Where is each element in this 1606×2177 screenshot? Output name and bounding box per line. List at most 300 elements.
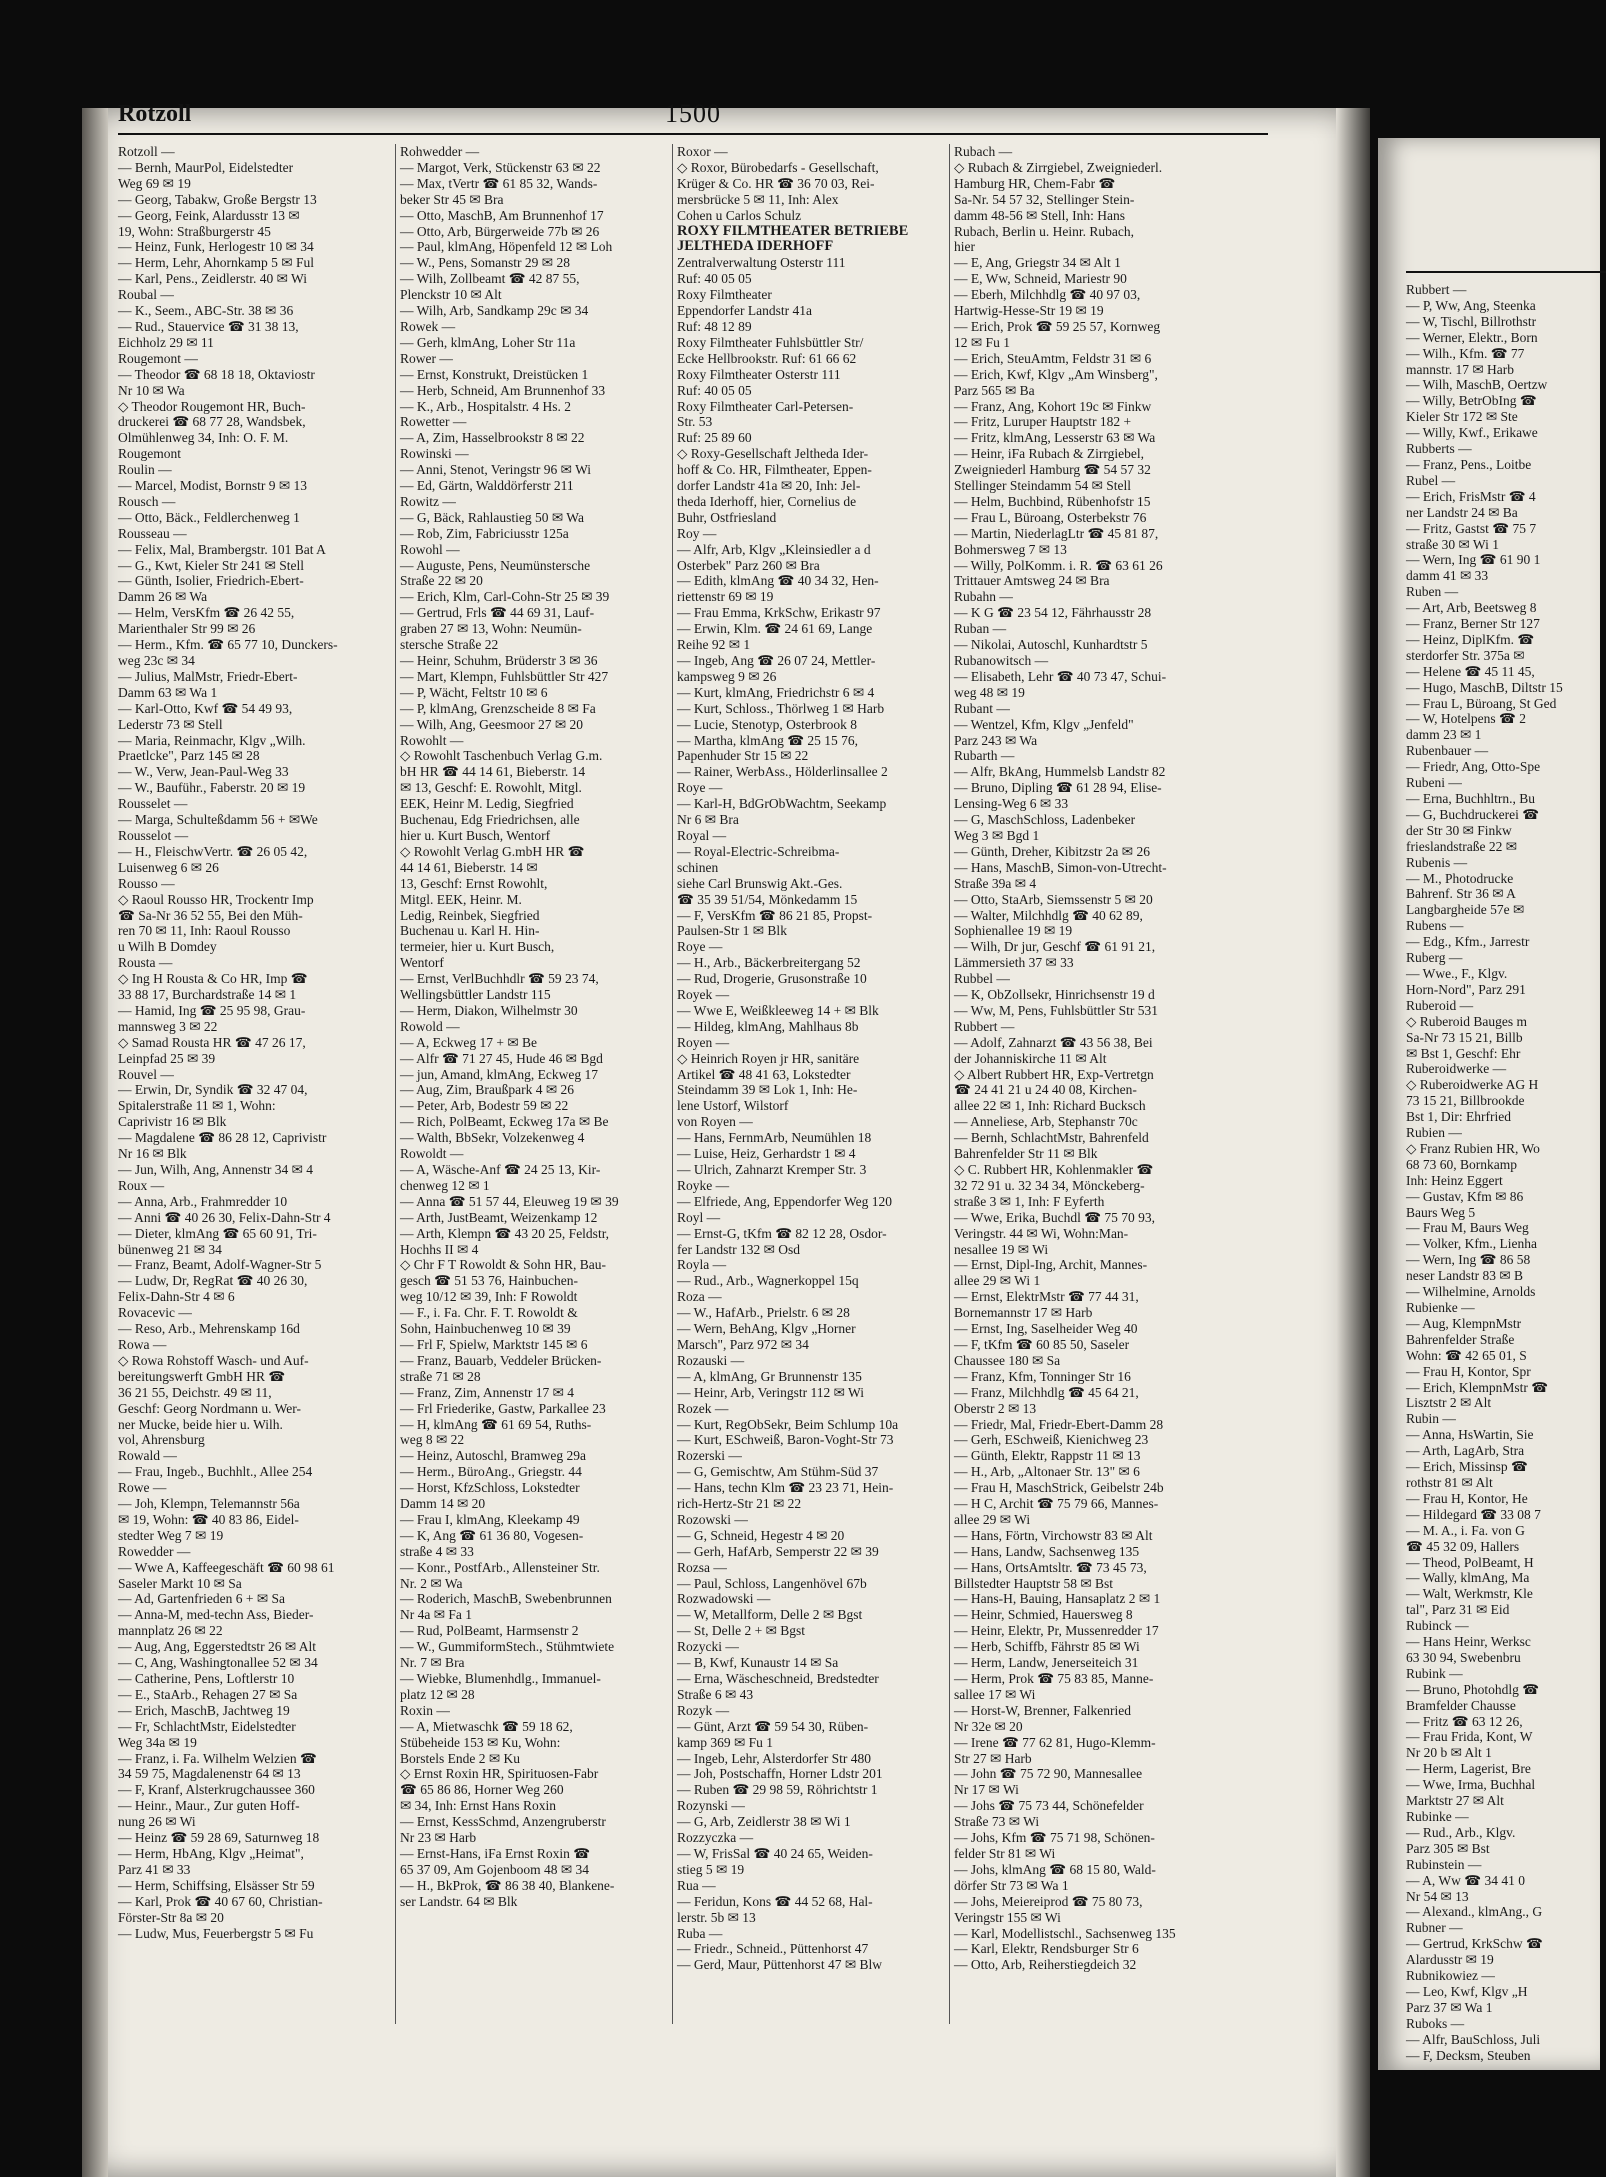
directory-entry: 63 30 94, Swebenbru xyxy=(1406,1649,1521,1665)
directory-entry: — Günth, Isolier, Friedrich-Ebert- xyxy=(118,573,304,589)
directory-entry: kampsweg 9 ✉ 26 xyxy=(677,668,777,684)
directory-entry: — H, klmAng ☎ 61 69 54, Ruths- xyxy=(400,1416,592,1432)
directory-entry: Geschf: Georg Nordmann u. Wer- xyxy=(118,1400,301,1416)
directory-entry: Parz 243 ✉ Wa xyxy=(954,732,1038,748)
directory-entry: Kieler Str 172 ✉ Ste xyxy=(1406,409,1518,425)
surname-heading: Rozynski — xyxy=(677,1798,745,1814)
directory-entry: Inh: Heinz Eggert xyxy=(1406,1172,1503,1188)
directory-entry: Lederstr 73 ✉ Stell xyxy=(118,716,223,732)
next-page-column xyxy=(1406,282,1606,2063)
directory-entry: Buhr, Ostfriesland xyxy=(677,509,777,525)
directory-entry: — Helene ☎ 45 11 45, xyxy=(1406,663,1535,679)
surname-heading: Rousselot — xyxy=(118,827,189,843)
surname-heading: Ruba — xyxy=(677,1925,723,1941)
directory-entry: — Reso, Arb., Mehrenskamp 16d xyxy=(118,1321,300,1337)
directory-entry: Artikel ☎ 48 41 63, Lokstedter xyxy=(677,1066,851,1082)
directory-entry: — K, Ang ☎ 61 36 80, Vogesen- xyxy=(400,1527,584,1543)
surname-heading: Rousta — xyxy=(118,955,173,971)
surname-heading: Ruban — xyxy=(954,621,1007,637)
directory-entry: chenweg 12 ✉ 1 xyxy=(400,1177,490,1193)
surname-heading: Rozauski — xyxy=(677,1352,745,1368)
directory-entry: ren 70 ✉ 11, Inh: Raoul Rousso xyxy=(118,923,291,939)
directory-entry: Leinpfad 25 ✉ 39 xyxy=(118,1050,216,1066)
directory-entry: Rubach, Berlin u. Heinr. Rubach, xyxy=(954,223,1134,239)
directory-entry: — Gerh, HafArb, Semperstr 22 ✉ 39 xyxy=(677,1543,879,1559)
directory-entry: — Ernst, Dipl-Ing, Archit, Mannes- xyxy=(954,1257,1148,1273)
directory-entry: ◇ Franz Rubien HR, Wo xyxy=(1406,1140,1540,1156)
directory-entry: frieslandstraße 22 ✉ xyxy=(1406,838,1518,854)
surname-heading: Rua — xyxy=(677,1877,716,1893)
directory-entry: — F, Kranf, Alsterkrugchaussee 360 xyxy=(118,1782,315,1798)
directory-entry: — M., Photodrucke xyxy=(1406,870,1514,886)
directory-entry: — Anna, Arb., Frahmredder 10 xyxy=(118,1193,288,1209)
directory-entry: — Wern, Ing ☎ 61 90 1 xyxy=(1406,552,1541,568)
directory-entry: — Paul, klmAng, Höpenfeld 12 ✉ Loh xyxy=(400,239,613,255)
directory-entry: ✉ 19, Wohn: ☎ 40 83 86, Eidel- xyxy=(118,1511,299,1527)
directory-entry: — Ad, Gartenfrieden 6 + ✉ Sa xyxy=(118,1591,286,1607)
directory-entry: ☎ 65 86 86, Horner Weg 260 xyxy=(400,1782,564,1798)
directory-entry: — Magdalene ☎ 86 28 12, Caprivistr xyxy=(118,1130,327,1146)
directory-entry: — Walter, Milchhdlg ☎ 40 62 89, xyxy=(954,907,1143,923)
directory-entry: — Rud., Stauervice ☎ 31 38 13, xyxy=(118,318,299,334)
directory-entry: — Hildeg, klmAng, Mahlhaus 8b xyxy=(677,1018,859,1034)
directory-entry: — Arth, LagArb, Stra xyxy=(1406,1443,1525,1459)
running-head: Rotzoll xyxy=(118,101,192,127)
directory-entry: — Luise, Heiz, Gerhardstr 1 ✉ 4 xyxy=(677,1146,856,1162)
directory-entry: allee 29 ✉ Wi 1 xyxy=(954,1273,1041,1289)
directory-entry: — Herm, HbAng, Klgv „Heimat", xyxy=(118,1845,304,1861)
directory-entry: rich-Hertz-Str 21 ✉ 22 xyxy=(677,1496,802,1512)
directory-entry: — Frau M, Baurs Weg xyxy=(1406,1220,1529,1236)
directory-entry: ner Landstr 24 ✉ Ba xyxy=(1406,504,1518,520)
directory-entry: 65 37 09, Am Gojenboom 48 ✉ 34 xyxy=(400,1861,590,1877)
directory-entry: — Anna-M, med-techn Ass, Bieder- xyxy=(118,1607,314,1623)
directory-entry: — Hans, MaschB, Simon-von-Utrecht- xyxy=(954,859,1167,875)
directory-entry: — W., Bauführ., Faberstr. 20 ✉ 19 xyxy=(118,780,306,796)
directory-entry: Bahrenf. Str 36 ✉ A xyxy=(1406,886,1516,902)
directory-entry: platz 12 ✉ 28 xyxy=(400,1686,475,1702)
directory-entry: druckerei ☎ 68 77 28, Wandsbek, xyxy=(118,414,306,430)
directory-entry: Wentorf xyxy=(400,955,444,971)
directory-entry: — Johs ☎ 75 73 44, Schönefelder xyxy=(954,1798,1144,1814)
directory-entry: Nr 54 ✉ 13 xyxy=(1406,1888,1469,1904)
directory-entry: — Wwe., F., Klgv. xyxy=(1406,965,1508,981)
directory-entry: — A, Ww ☎ 34 41 0 xyxy=(1406,1872,1525,1888)
directory-entry: — H., FleischwVertr. ☎ 26 05 42, xyxy=(118,843,308,859)
directory-entry: — Rud, Drogerie, Grusonstraße 10 xyxy=(677,971,867,987)
directory-entry: ☎ Sa-Nr 36 52 55, Bei den Müh- xyxy=(118,907,303,923)
directory-entry: Luisenweg 6 ✉ 26 xyxy=(118,859,219,875)
directory-entry: hier xyxy=(954,239,975,255)
directory-entry: ◇ Ing H Rousta & Co HR, Imp ☎ xyxy=(118,971,308,987)
directory-entry: — Herm, Lagerist, Bre xyxy=(1406,1761,1531,1777)
directory-entry: — G, Bäck, Rahlaustieg 50 ✉ Wa xyxy=(400,509,584,525)
directory-entry: Roxy Filmtheater Osterstr 111 xyxy=(677,366,841,382)
directory-entry: — Arth, Klempn ☎ 43 20 25, Feldstr, xyxy=(400,1225,610,1241)
directory-entry: Felix-Dahn-Str 4 ✉ 6 xyxy=(118,1289,235,1305)
surname-heading: Rubnikowiez — xyxy=(1406,1968,1495,1984)
directory-entry: — Bernh, SchlachtMstr, Bahrenfeld xyxy=(954,1130,1149,1146)
directory-entry: Paulsen-Str 1 ✉ Blk xyxy=(677,923,787,939)
directory-entry: — Lucie, Stenotyp, Osterbrook 8 xyxy=(677,716,857,732)
directory-entry: theda Iderhoff, hier, Cornelius de xyxy=(677,493,857,509)
directory-entry: — Ulrich, Zahnarzt Kremper Str. 3 xyxy=(677,1162,867,1177)
directory-entry: — Gertrud, Frls ☎ 44 69 31, Lauf- xyxy=(400,605,595,621)
directory-entry: stersche Straße 22 xyxy=(400,637,499,653)
directory-entry: — Herm, Lehr, Ahornkamp 5 ✉ Ful xyxy=(118,255,314,271)
directory-entry: — Erich, FrisMstr ☎ 4 xyxy=(1406,488,1536,504)
directory-entry: — Friedr, Mal, Friedr-Ebert-Damm 28 xyxy=(954,1416,1164,1432)
directory-entry: ☎ 24 41 21 u 24 40 08, Kirchen- xyxy=(954,1082,1137,1098)
directory-entry: der Johanniskirche 11 ✉ Alt xyxy=(954,1050,1107,1066)
directory-entry: — Karl, Modellistschl., Sachsenweg 135 xyxy=(954,1925,1176,1941)
directory-entry: — Martin, NiederlagLtr ☎ 45 81 87, xyxy=(954,525,1159,541)
right-page-edge xyxy=(1378,138,1600,2070)
directory-entry: gesch ☎ 51 53 76, Hainbuchen- xyxy=(400,1273,579,1289)
directory-entry: Zentralverwaltung Osterstr 111 xyxy=(677,255,846,271)
directory-entry: Ecke Hellbrookstr. Ruf: 61 66 62 xyxy=(677,350,857,366)
advert-heading: ROXY FILMTHEATER BETRIEBE xyxy=(677,222,909,239)
surname-heading: Ruboks — xyxy=(1406,2015,1465,2031)
directory-entry: — Royal-Electric-Schreibma- xyxy=(677,843,840,859)
directory-entry: — Paul, Schloss, Langenhövel 67b xyxy=(677,1575,867,1591)
directory-entry: felder Str 81 ✉ Wi xyxy=(954,1845,1056,1861)
directory-entry: ◇ Rowa Rohstoff Wasch- und Auf- xyxy=(118,1352,309,1368)
surname-heading: Roulin — xyxy=(118,462,172,478)
directory-entry: Str 27 ✉ Harb xyxy=(954,1750,1032,1766)
directory-entry: — W, Hotelpens ☎ 2 xyxy=(1406,711,1526,727)
next-page-header-rule xyxy=(1406,235,1606,273)
surname-heading: Rowohlt — xyxy=(400,732,464,748)
directory-entry: — Wern, Ing ☎ 86 58 xyxy=(1406,1252,1531,1268)
directory-entry: — Kurt, ESchweiß, Baron-Voght-Str 73 xyxy=(677,1432,894,1448)
directory-entry: — Fr, SchlachtMstr, Eidelstedter xyxy=(118,1718,296,1734)
directory-entry: — Ww, M, Pens, Fuhlsbüttler Str 531 xyxy=(954,1002,1159,1018)
directory-entry: — Hans-H, Bauing, Hansaplatz 2 ✉ 1 xyxy=(954,1591,1161,1607)
directory-entry: Bramfelder Chausse xyxy=(1406,1697,1516,1713)
directory-entry: — Kurt, RegObSekr, Beim Schlump 10a xyxy=(677,1416,899,1432)
directory-entry: Marienthaler Str 99 ✉ 26 xyxy=(118,621,256,637)
surname-heading: Rubner — xyxy=(1406,1920,1463,1936)
directory-entry: — G, Buchdruckerei ☎ xyxy=(1406,806,1540,822)
surname-heading: Rubink — xyxy=(1406,1665,1463,1681)
directory-entry: — Walt, Werkmstr, Kle xyxy=(1406,1586,1533,1602)
directory-entry: Parz 37 ✉ Wa 1 xyxy=(1406,1999,1493,2015)
directory-entry: — Willy, PolKomm. i. R. ☎ 63 61 26 xyxy=(954,557,1163,573)
directory-entry: Nr 20 b ✉ Alt 1 xyxy=(1406,1745,1492,1761)
directory-entry: graben 27 ✉ 13, Wohn: Neumün- xyxy=(400,621,582,637)
directory-entry: — Felix, Mal, Brambergstr. 101 Bat A xyxy=(118,541,326,557)
directory-entry: Nr. 2 ✉ Wa xyxy=(400,1575,463,1591)
directory-entry: — Hamid, Ing ☎ 25 95 98, Grau- xyxy=(118,1002,306,1018)
directory-entry: — Aug, KlempnMstr xyxy=(1406,1315,1522,1331)
directory-entry: ◇ Rowohlt Verlag G.mbH HR ☎ xyxy=(400,843,585,859)
directory-entry: — Nikolai, Autoschl, Kunhardtstr 5 xyxy=(954,637,1148,653)
directory-entry: Trittauer Amtsweg 24 ✉ Bra xyxy=(954,573,1110,589)
directory-entry: lene Ustorf, Wilstorf xyxy=(677,1098,789,1114)
directory-entry: Langbargheide 57e ✉ xyxy=(1406,902,1525,918)
directory-entry: — G, Gemischtw, Am Stühm-Süd 37 xyxy=(677,1464,879,1480)
surname-heading: Rower — xyxy=(400,350,453,366)
surname-heading: Rubberts — xyxy=(1406,441,1472,457)
directory-entry: — Gertrud, KrkSchw ☎ xyxy=(1406,1936,1543,1952)
directory-entry: Plenckstr 10 ✉ Alt xyxy=(400,287,502,303)
surname-heading: Rowold — xyxy=(400,1018,460,1034)
directory-entry: — Catherine, Pens, Loftlerstr 10 xyxy=(118,1671,295,1686)
directory-entry: — G, Arb, Zeidlerstr 38 ✉ Wi 1 xyxy=(677,1814,851,1830)
directory-entry: lerstr. 5b ✉ 13 xyxy=(677,1909,756,1925)
directory-entry: — Heinz, DiplKfm. ☎ xyxy=(1406,631,1535,647)
directory-entry: — Heinr., Maur., Zur guten Hoff- xyxy=(118,1798,300,1814)
surname-heading: Rozycki — xyxy=(677,1639,739,1655)
directory-entry: — Margot, Verk, Stückenstr 63 ✉ 22 xyxy=(400,159,601,175)
directory-entry: Reihe 92 ✉ 1 xyxy=(677,637,751,653)
directory-entry: 34 59 75, Magdalenenstr 64 ✉ 13 xyxy=(118,1766,301,1782)
directory-entry: Alardusstr ✉ 19 xyxy=(1406,1952,1494,1968)
page-number: 1500 xyxy=(665,99,721,128)
directory-entry: Roxy Filmtheater xyxy=(677,287,772,303)
surname-heading: Rubbel — xyxy=(954,971,1010,987)
directory-entry: Nr 17 ✉ Wi xyxy=(954,1782,1019,1798)
directory-entry: — Frau H, MaschStrick, Geibelstr 24b xyxy=(954,1480,1164,1496)
directory-entry: — Ernst, Konstrukt, Dreistücken 1 xyxy=(400,366,589,382)
directory-entry: — Franz, Beamt, Adolf-Wagner-Str 5 xyxy=(118,1257,322,1273)
directory-entry: — Wentzel, Kfm, Klgv „Jenfeld" xyxy=(954,716,1134,732)
directory-entry: — Ernst, KessSchmd, Anzengruberstr xyxy=(400,1814,606,1830)
directory-entry: Caprivistr 16 ✉ Blk xyxy=(118,1114,227,1130)
directory-entry: — W., HafArb., Prielstr. 6 ✉ 28 xyxy=(677,1305,850,1321)
directory-entry: Straße 39a ✉ 4 xyxy=(954,875,1037,891)
directory-entry: — Otto, Arb, Bürgerweide 77b ✉ 26 xyxy=(400,223,600,239)
surname-heading: Ruben — xyxy=(1406,584,1459,600)
directory-entry: — Frau I, klmAng, Kleekamp 49 xyxy=(400,1511,580,1527)
directory-entry: nung 26 ✉ Wi xyxy=(118,1814,196,1830)
directory-entry: — Alfr ☎ 71 27 45, Hude 46 ✉ Bgd xyxy=(400,1050,603,1066)
surname-heading: Rouvel — xyxy=(118,1066,174,1082)
directory-entry: — Rainer, WerbAss., Hölderlinsallee 2 xyxy=(677,764,888,780)
directory-entry: — Horst, KfzSchloss, Lokstedter xyxy=(400,1480,580,1496)
directory-entry: 32 72 91 u. 32 34 34, Mönckeberg- xyxy=(954,1177,1145,1193)
surname-heading: Rowa — xyxy=(118,1336,167,1352)
surname-heading: Rubien — xyxy=(1406,1125,1462,1141)
surname-heading: Rozek — xyxy=(677,1400,729,1416)
directory-entry: — W., Verw, Jean-Paul-Weg 33 xyxy=(118,764,289,780)
directory-entry: — Wwe A, Kaffeegeschäft ☎ 60 98 61 xyxy=(118,1559,335,1575)
surname-heading: Rowedder — xyxy=(118,1543,191,1559)
directory-entry: — P, Ww, Ang, Steenka xyxy=(1406,297,1536,313)
directory-entry: kamp 369 ✉ Fu 1 xyxy=(677,1734,774,1750)
directory-entry: Buchenau u. Karl H. Hin- xyxy=(400,923,540,939)
directory-entry: allee 22 ✉ 1, Inh: Richard Bucksch xyxy=(954,1098,1146,1114)
surname-heading: Roza — xyxy=(677,1289,722,1305)
directory-entry: ◇ Ruberoid Bauges m xyxy=(1406,1013,1527,1029)
surname-heading: Royen — xyxy=(677,1034,730,1050)
directory-entry: — Wwe E, Weißkleeweg 14 + ✉ Blk xyxy=(677,1002,879,1018)
surname-heading: Ruberoid — xyxy=(1406,997,1474,1013)
directory-entry: ◇ Roxy-Gesellschaft Jeltheda Ider- xyxy=(677,446,869,462)
directory-entry: — Auguste, Pens, Neumünstersche xyxy=(400,557,591,573)
directory-entry: — Max, tVertr ☎ 61 85 32, Wands- xyxy=(400,175,598,191)
directory-entry: — Irene ☎ 77 62 81, Hugo-Klemm- xyxy=(954,1734,1156,1750)
directory-entry: — Fritz, Luruper Hauptstr 182 + xyxy=(954,414,1132,430)
directory-entry: — K G ☎ 23 54 12, Fährhausstr 28 xyxy=(954,605,1152,621)
directory-entry: Spitalerstraße 11 ✉ 1, Wohn: xyxy=(118,1098,276,1114)
directory-entry: — Frl F, Spielw, Marktstr 145 ✉ 6 xyxy=(400,1336,588,1352)
directory-entry: — A, Mietwaschk ☎ 59 18 62, xyxy=(400,1718,573,1734)
directory-entry: ◇ Albert Rubbert HR, Exp-Vertretgn xyxy=(954,1066,1154,1082)
surname-heading: Rougemont — xyxy=(118,350,198,366)
directory-entry: ◇ Samad Rousta HR ☎ 47 26 17, xyxy=(118,1034,306,1050)
directory-entry: Osterbek" Parz 260 ✉ Bra xyxy=(677,557,820,573)
directory-entry: — K, ObZollsekr, Hinrichsenstr 19 d xyxy=(954,987,1155,1003)
directory-entry: — Aug, Ang, Eggerstedtstr 26 ✉ Alt xyxy=(118,1639,317,1655)
directory-entry: — A, klmAng, Gr Brunnenstr 135 xyxy=(677,1368,862,1384)
directory-entry: — F, VersKfm ☎ 86 21 85, Propst- xyxy=(677,907,873,923)
directory-entry: straße 30 ✉ Wi 1 xyxy=(1406,536,1500,552)
surname-heading: Rowoldt — xyxy=(400,1146,464,1162)
surname-heading: Rozowski — xyxy=(677,1511,748,1527)
surname-heading: Roxin — xyxy=(400,1702,450,1718)
directory-entry: — Ernst, Ing, Saselheider Weg 40 xyxy=(954,1321,1138,1337)
directory-entry: beker Str 45 ✉ Bra xyxy=(400,191,504,207)
directory-entry: Straße 22 ✉ 20 xyxy=(400,573,483,589)
directory-entry: — Frl Friederike, Gastw, Parkallee 23 xyxy=(400,1400,606,1416)
directory-entry: — Herb, Schneid, Am Brunnenhof 33 xyxy=(400,382,606,398)
directory-entry: — M. A., i. Fa. von G xyxy=(1406,1522,1525,1538)
directory-entry: — K., Seem., ABC-Str. 38 ✉ 36 xyxy=(118,303,294,319)
directory-entry: — Ernst, ElektrMstr ☎ 77 44 31, xyxy=(954,1289,1139,1305)
directory-entry: — Franz, Zim, Annenstr 17 ✉ 4 xyxy=(400,1384,575,1400)
directory-entry: Bornemannstr 17 ✉ Harb xyxy=(954,1305,1093,1321)
directory-entry: — Ludw, Dr, RegRat ☎ 40 26 30, xyxy=(118,1273,308,1289)
directory-entry: — Aug, Zim, Braußpark 4 ✉ 26 xyxy=(400,1082,575,1098)
directory-entry: ✉ Bst 1, Geschf: Ehr xyxy=(1406,1045,1521,1061)
surname-heading: Rubienke — xyxy=(1406,1300,1475,1315)
directory-entry: — Anneliese, Arb, Stephanstr 70c xyxy=(954,1114,1138,1130)
page-gutter-shade xyxy=(82,108,108,2177)
directory-entry: — Ed, Gärtn, Walddörferstr 211 xyxy=(400,478,574,494)
directory-entry: — Anni ☎ 40 26 30, Felix-Dahn-Str 4 xyxy=(118,1209,331,1225)
directory-entry: mannstr. 17 ✉ Harb xyxy=(1406,361,1515,377)
directory-entry: 12 ✉ Fu 1 xyxy=(954,334,1010,350)
directory-entry: — Bruno, Photohdlg ☎ xyxy=(1406,1681,1540,1697)
directory-entry: — E, Ang, Griegstr 34 ✉ Alt 1 xyxy=(954,255,1121,271)
directory-entry: — A, Eckweg 17 + ✉ Be xyxy=(400,1034,538,1050)
directory-entry: — Fritz, klmAng, Lesserstr 63 ✉ Wa xyxy=(954,430,1156,446)
directory-entry: straße 4 ✉ 33 xyxy=(400,1543,474,1559)
directory-entry: — Gerh, ESchweiß, Kienichweg 23 xyxy=(954,1432,1149,1448)
directory-entry: — Hans, OrtsAmtsltr. ☎ 73 45 73, xyxy=(954,1559,1147,1575)
directory-entry: — Herm., BüroAng., Griegstr. 44 xyxy=(400,1464,582,1480)
directory-entry: — Eberh, Milchhdlg ☎ 40 97 03, xyxy=(954,287,1141,303)
surname-heading: Rousseau — xyxy=(118,525,187,541)
directory-entry: — P, Wächt, Feltstr 10 ✉ 6 xyxy=(400,684,548,700)
directory-entry: Sophienallee 19 ✉ 19 xyxy=(954,923,1073,939)
directory-entry: — Julius, MalMstr, Friedr-Ebert- xyxy=(118,668,298,684)
directory-entry: damm 23 ✉ 1 xyxy=(1406,727,1482,743)
directory-entry: Rougemont xyxy=(118,446,181,462)
directory-entry: — Wilh, Zollbeamt ☎ 42 87 55, xyxy=(400,271,580,287)
surname-heading: Rubeni — xyxy=(1406,775,1462,791)
directory-entry: — Marcel, Modist, Bornstr 9 ✉ 13 xyxy=(118,478,308,494)
directory-entry: Wohn: ☎ 42 65 01, S xyxy=(1406,1347,1527,1363)
directory-entry: — F, tKfm ☎ 60 85 50, Saseler xyxy=(954,1336,1130,1352)
surname-heading: Royek — xyxy=(677,987,730,1003)
directory-entry: — Herb, Schiffb, Fährstr 85 ✉ Wi xyxy=(954,1639,1140,1655)
directory-entry: — John ☎ 75 72 90, Mannesallee xyxy=(954,1766,1143,1782)
directory-entry: — Wiebke, Blumenhdlg., Immanuel- xyxy=(400,1671,601,1686)
directory-entry: — Herm, Landw, Jenerseiteich 31 xyxy=(954,1655,1139,1671)
directory-entry: Hartwig-Hesse-Str 19 ✉ 19 xyxy=(954,303,1104,319)
directory-entry: Nr 6 ✉ Bra xyxy=(677,812,739,828)
directory-entry: — Wwe, Irma, Buchhal xyxy=(1406,1777,1536,1793)
directory-entry: — Otto, StaArb, Siemssenstr 5 ✉ 20 xyxy=(954,891,1153,907)
directory-entry: Damm 26 ✉ Wa xyxy=(118,589,208,605)
directory-entry: ◇ Chr F T Rowoldt & Sohn HR, Bau- xyxy=(400,1257,607,1273)
directory-entry: — Ingeb, Ang ☎ 26 07 24, Mettler- xyxy=(677,653,876,668)
directory-entry: — B, Kwf, Kunaustr 14 ✉ Sa xyxy=(677,1655,839,1671)
directory-entry: — Karl, Prok ☎ 40 67 60, Christian- xyxy=(118,1893,323,1909)
directory-entry: — Fritz ☎ 63 12 26, xyxy=(1406,1713,1523,1729)
directory-column-4 xyxy=(949,144,1222,2024)
directory-entry: — Arth, JustBeamt, Weizenkamp 12 xyxy=(400,1209,598,1225)
directory-entry: riettenstr 69 ✉ 19 xyxy=(677,589,774,605)
directory-entry: Damm 14 ✉ 20 xyxy=(400,1496,486,1512)
directory-entry: fer Landstr 132 ✉ Osd xyxy=(677,1241,801,1257)
directory-entry: Lisztstr 2 ✉ Alt xyxy=(1406,1395,1492,1411)
directory-entry: Nr 23 ✉ Harb xyxy=(400,1830,477,1846)
directory-entry: Eppendorfer Landstr 41a xyxy=(677,303,812,319)
directory-column-2 xyxy=(395,144,668,2024)
directory-entry: Nr 4a ✉ Fa 1 xyxy=(400,1607,473,1623)
surname-heading: Ruberg — xyxy=(1406,950,1463,966)
directory-entry: — P, klmAng, Grenzscheide 8 ✉ Fa xyxy=(400,700,596,716)
directory-entry: — Anna ☎ 51 57 44, Eleuweg 19 ✉ 39 xyxy=(400,1193,619,1209)
directory-entry: Billstedter Hauptstr 58 ✉ Bst xyxy=(954,1575,1114,1591)
directory-entry: — Georg, Feink, Alardusstr 13 ✉ xyxy=(118,207,300,223)
surname-heading: Rowek — xyxy=(400,318,456,334)
surname-heading: Rubenis — xyxy=(1406,854,1468,870)
directory-entry: Horn-Nord", Parz 291 xyxy=(1406,981,1526,997)
directory-entry: sallee 17 ✉ Wi xyxy=(954,1686,1036,1702)
directory-entry: — Erich, Klm, Carl-Cohn-Str 25 ✉ 39 xyxy=(400,589,610,605)
directory-entry: Weg 3 ✉ Bgd 1 xyxy=(954,827,1040,843)
directory-entry: — F., i. Fa. Chr. F. T. Rowoldt & xyxy=(400,1305,578,1321)
directory-entry: — Herm, Prok ☎ 75 83 85, Manne- xyxy=(954,1671,1154,1686)
directory-entry: u Wilh B Domdey xyxy=(118,939,217,955)
directory-entry: — Otto, Arb, Reiherstiegdeich 32 xyxy=(954,1957,1137,1973)
directory-entry: Krüger & Co. HR ☎ 36 70 03, Rei- xyxy=(677,175,875,191)
directory-entry: — Herm, Diakon, Wilhelmstr 30 xyxy=(400,1002,578,1018)
directory-entry: stedter Weg 7 ✉ 19 xyxy=(118,1527,224,1543)
directory-entry: ner Mucke, beide hier u. Wilh. xyxy=(118,1416,283,1432)
directory-entry: Sa-Nr. 54 57 32, Stellinger Stein- xyxy=(954,191,1135,207)
directory-entry: — Hans, Landw, Sachsenweg 135 xyxy=(954,1543,1140,1559)
directory-entry: Stübeheide 153 ✉ Ku, Wohn: xyxy=(400,1734,561,1750)
directory-entry: ◇ Ernst Roxin HR, Spirituosen-Fabr xyxy=(400,1766,599,1782)
directory-entry: Weg 69 ✉ 19 xyxy=(118,175,191,191)
directory-entry: EEK, Heinr M. Ledig, Siegfried xyxy=(400,796,574,812)
directory-entry: Bohmersweg 7 ✉ 13 xyxy=(954,541,1067,557)
directory-entry: — Rob, Zim, Fabriciusstr 125a xyxy=(400,525,569,541)
surname-heading: Rubel — xyxy=(1406,472,1456,488)
directory-entry: — St, Delle 2 + ✉ Bgst xyxy=(677,1623,806,1639)
directory-entry: — Ruben ☎ 29 98 59, Röhrichtstr 1 xyxy=(677,1782,878,1798)
directory-entry: bH HR ☎ 44 14 61, Bieberstr. 14 xyxy=(400,764,586,780)
directory-entry: — Martha, klmAng ☎ 25 15 76, xyxy=(677,732,859,748)
directory-entry: — Alfr, Arb, Klgv „Kleinsiedler a d xyxy=(677,541,871,557)
directory-entry: ◇ Raoul Rousso HR, Trockentr Imp xyxy=(118,891,314,907)
